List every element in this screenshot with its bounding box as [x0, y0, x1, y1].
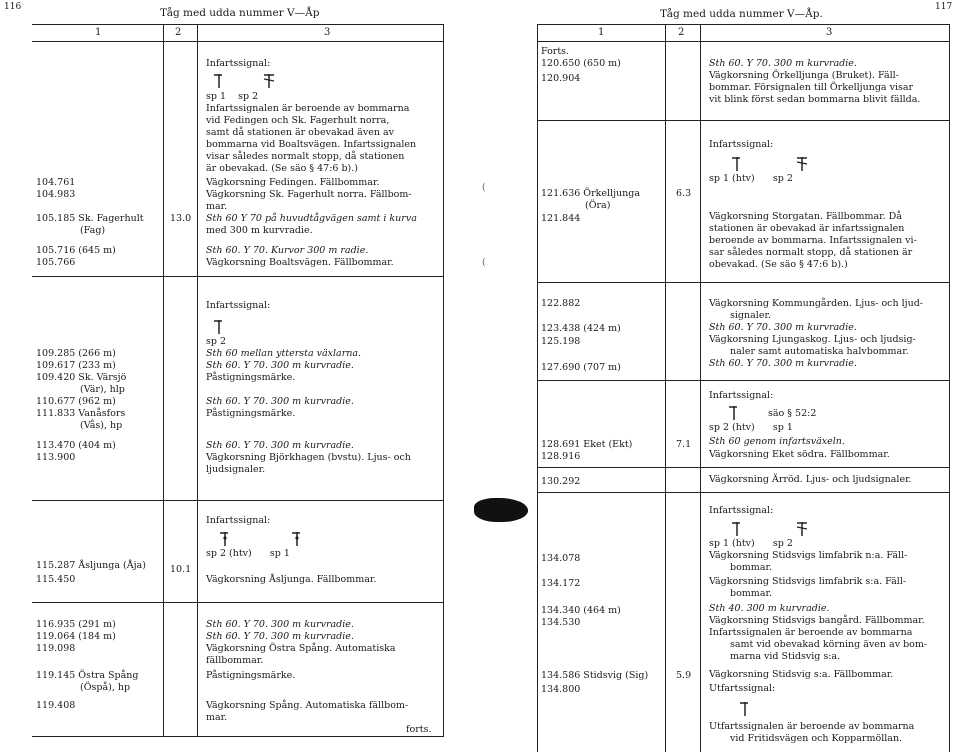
note-line: Vägkorsning Stidsvigs limfabrik s:a. Fäll-: [709, 576, 907, 587]
km-entry: 119.145 Östra Spång: [36, 670, 139, 681]
km-entry: 134.172: [541, 578, 581, 589]
km-entry: 109.285 (266 m): [36, 348, 116, 359]
km-entry: 115.450: [36, 574, 76, 585]
km-entry: 134.586 Stidsvig (Sig): [541, 670, 649, 681]
signal-track-labels: sp 2 (htv) sp 1: [709, 422, 793, 433]
note-line: bommar.: [730, 562, 772, 573]
note-line: Infartssignalen är beroende av bommarna: [206, 103, 410, 114]
right-table-right-border: [949, 24, 950, 752]
km-entry: 111.833 Vanåsfors: [36, 408, 126, 419]
entry-signal-icon: [727, 404, 741, 420]
right-col-divider-2: [700, 24, 701, 752]
left-col-header-2: 2: [175, 27, 182, 38]
rule-reference: säo § 52:2: [768, 408, 817, 419]
right-block-divider: [537, 380, 950, 381]
entry-signal-icon: [795, 155, 809, 171]
note-line: Vägkorsning Östra Spång. Automatiska: [206, 643, 396, 654]
left-col-header-1: 1: [95, 27, 102, 38]
note-line: Infartssignalen är beroende av bommarna: [709, 627, 913, 638]
km-entry: 104.983: [36, 189, 76, 200]
note-line: Sth 60. Y 70. 300 m kurvradie.: [206, 631, 354, 642]
entry-signal-icon: [730, 155, 744, 171]
note-line: marna vid Stidsvig s:a.: [730, 651, 841, 662]
left-col-divider-1: [163, 24, 164, 736]
note-line: Påstigningsmärke.: [206, 408, 296, 419]
left-table-right-border: [443, 24, 444, 736]
km-entry: 119.408: [36, 700, 76, 711]
km-entry: 128.691 Eket (Ekt): [541, 439, 633, 450]
note-line: Vägkorsning Kommungården. Ljus- och ljud-: [709, 298, 924, 309]
left-col-header-3: 3: [324, 27, 331, 38]
note-line: signaler.: [730, 310, 771, 321]
note-line: Sth 60. Y 70. 300 m kurvradie.: [206, 396, 354, 407]
left-col-divider-2: [197, 24, 198, 736]
km-entry: 105.716 (645 m): [36, 245, 116, 256]
distance-value: 6.3: [676, 188, 692, 199]
note-line: Sth 60. Y 70. 300 m kurvradie.: [206, 360, 354, 371]
km-entry: (Vär), hlp: [80, 384, 125, 395]
sig-label: Infartssignal:: [206, 300, 271, 311]
km-entry: 115.287 Åsljunga (Åja): [36, 560, 146, 571]
left-header-rule: [32, 41, 444, 42]
note-line: sar således normalt stopp, då stationen är: [709, 247, 913, 258]
right-block-divider: [537, 120, 950, 121]
note-line: Sth 40. 300 m kurvradie.: [709, 603, 830, 614]
note-line: mar.: [206, 712, 228, 723]
note-line: är obevakad. (Se säo § 47:6 b).): [206, 163, 358, 174]
distance-value: 13.0: [170, 213, 192, 224]
note-line: vid Fritidsvägen och Kopparmöllan.: [730, 733, 903, 744]
entry-signal-icon: [730, 520, 744, 536]
km-entry: 119.098: [36, 643, 76, 654]
note-line: Sth 60. Y 70. 300 m kurvradie.: [709, 322, 857, 333]
note-line: Vägkorsning Stidsvigs bangård. Fällbommar.: [709, 615, 925, 626]
note-line: bommar.: [730, 588, 772, 599]
signal-track-labels: sp 1 (htv) sp 2: [709, 538, 793, 549]
right-header-rule: [537, 41, 950, 42]
sig-label: Infartssignal:: [709, 505, 774, 516]
left-page-number: 116: [4, 2, 22, 12]
note-line: beroende av bommarna. Infartssignalen vi-: [709, 235, 917, 246]
right-col-header-3: 3: [826, 27, 833, 38]
entry-signal-icon: [212, 318, 226, 334]
sig-label: Infartssignal:: [709, 139, 774, 150]
note-line: Vägkorsning Ljungaskog. Ljus- och ljudsig-: [709, 334, 916, 345]
sig-label: Infartssignal:: [206, 515, 271, 526]
note-line: Vägkorsning Sk. Fagerhult norra. Fällbom-: [206, 189, 412, 200]
note-line: Påstigningsmärke.: [206, 670, 296, 681]
right-table-top-rule: [537, 24, 950, 25]
note-line: bommarna vid Boaltsvägen. Infartssignalen: [206, 139, 417, 150]
note-line: samt då stationen är obevakad även av: [206, 127, 394, 138]
km-entry: 119.064 (184 m): [36, 631, 116, 642]
signal-track-labels: sp 2 (htv) sp 1: [206, 548, 290, 559]
right-page-header: Tåg med udda nummer V—Åp.: [660, 8, 823, 20]
note-line: vit blink först sedan bommarna blivit fällda.: [709, 94, 921, 105]
km-entry: 134.340 (464 m): [541, 605, 621, 616]
note-line: Sth 60. Y 70. 300 m kurvradie.: [709, 58, 857, 69]
gutter-mark: (: [482, 258, 486, 268]
note-line: naler samt automatiska halvbommar.: [730, 346, 909, 357]
signal-track-labels: sp 1 sp 2: [206, 91, 259, 102]
left-table-top-rule: [32, 24, 444, 25]
note-line: Vägkorsning Fedingen. Fällbommar.: [206, 177, 380, 188]
km-entry: 127.690 (707 m): [541, 362, 621, 373]
km-entry: 105.766: [36, 257, 76, 268]
note-line: samt vid obevakad körning även av bom-: [730, 639, 928, 650]
continued-label: forts.: [406, 724, 432, 735]
entry-signal-icon: [212, 72, 226, 88]
note-line: mar.: [206, 201, 228, 212]
km-entry: 120.650 (650 m): [541, 58, 621, 69]
note-line: Vägkorsning Åsljunga. Fällbommar.: [206, 574, 377, 585]
sig-label: Infartssignal:: [206, 58, 271, 69]
km-entry: 113.470 (404 m): [36, 440, 116, 451]
distance-value: 7.1: [676, 439, 692, 450]
km-entry: 121.636 Örkelljunga: [541, 188, 641, 199]
note-line: fällbommar.: [206, 655, 264, 666]
signal-track-label: sp 2: [206, 336, 227, 347]
note-line: Sth 60 genom infartsväxeln.: [709, 436, 845, 447]
note-line: Vägkorsning Spång. Automatiska fällbom-: [206, 700, 409, 711]
entry-signal-icon: [218, 530, 232, 546]
km-entry: (Öra): [585, 200, 611, 211]
note-line: Vägkorsning Örkelljunga (Bruket). Fäll-: [709, 70, 899, 81]
right-page-number: 117: [935, 2, 953, 12]
km-entry: 134.078: [541, 553, 581, 564]
note-line: Vägkorsning Ärröd. Ljus- och ljudsignaler.: [709, 474, 912, 485]
right-col-header-2: 2: [678, 27, 685, 38]
note-line: med 300 m kurvradie.: [206, 225, 313, 236]
entry-signal-icon: [262, 72, 276, 88]
km-entry: 105.185 Sk. Fagerhult: [36, 213, 144, 224]
note-line: Utfartssignalen är beroende av bommarna: [709, 721, 915, 732]
km-entry: (Öspå), hp: [80, 682, 131, 693]
distance-value: 10.1: [170, 564, 192, 575]
km-entry: 109.420 Sk. Värsjö: [36, 372, 127, 383]
km-entry: 109.617 (233 m): [36, 360, 116, 371]
note-line: Vägkorsning Boaltsvägen. Fällbommar.: [206, 257, 394, 268]
note-line: Utfartssignal:: [709, 683, 776, 694]
left-page-header: Tåg med udda nummer V—Åp: [160, 7, 320, 19]
gutter-mark: (: [482, 183, 486, 193]
entry-signal-icon: [795, 520, 809, 536]
note-line: Sth 60 mellan yttersta växlarna.: [206, 348, 362, 359]
note-line: Sth 60. Y 70. 300 m kurvradie.: [709, 358, 857, 369]
km-entry: 110.677 (962 m): [36, 396, 116, 407]
km-entry: 121.844: [541, 213, 581, 224]
km-entry: 134.800: [541, 684, 581, 695]
note-line: Sth 60 Y 70 på huvudtågvägen samt i kurva: [206, 213, 417, 224]
km-entry: Forts.: [541, 46, 570, 57]
km-entry: 128.916: [541, 451, 581, 462]
left-block-divider: [32, 500, 444, 501]
km-entry: 120.904: [541, 73, 581, 84]
sig-label: Infartssignal:: [709, 390, 774, 401]
note-line: visar således normalt stopp, då stationen: [206, 151, 405, 162]
right-table-left-border: [537, 24, 538, 752]
note-line: stationen är obevakad är infartssignalen: [709, 223, 905, 234]
entry-signal-icon: [290, 530, 304, 546]
note-line: Sth 60. Y 70. 300 m kurvradie.: [206, 619, 354, 630]
right-col-divider-1: [665, 24, 666, 752]
km-entry: 116.935 (291 m): [36, 619, 116, 630]
km-entry: 125.198: [541, 336, 581, 347]
signal-track-labels: sp 1 (htv) sp 2: [709, 173, 793, 184]
exit-signal-icon: [738, 700, 752, 716]
right-block-divider: [537, 282, 950, 283]
note-line: Vägkorsning Storgatan. Fällbommar. Då: [709, 211, 902, 222]
km-entry: 104.761: [36, 177, 76, 188]
km-entry: (Fag): [80, 225, 106, 236]
km-entry: 122.882: [541, 298, 581, 309]
note-line: Vägkorsning Stidsvig s:a. Fällbommar.: [709, 669, 894, 680]
note-line: bommar. Försignalen till Örkelljunga visar: [709, 82, 914, 93]
note-line: Vägkorsning Eket södra. Fällbommar.: [709, 449, 890, 460]
right-block-divider: [537, 467, 950, 468]
gutter-smudge: [474, 498, 528, 522]
km-entry: 113.900: [36, 452, 76, 463]
left-block-divider: [32, 602, 444, 603]
note-line: vid Fedingen och Sk. Fagerhult norra,: [206, 115, 390, 126]
note-line: Vägkorsning Björkhagen (bvstu). Ljus- och: [206, 452, 411, 463]
note-line: obevakad. (Se säo § 47:6 b).): [709, 259, 848, 270]
note-line: Påstigningsmärke.: [206, 372, 296, 383]
distance-value: 5.9: [676, 670, 692, 681]
note-line: ljudsignaler.: [206, 464, 266, 475]
km-entry: 134.530: [541, 617, 581, 628]
left-block-divider: [32, 276, 444, 277]
note-line: Vägkorsning Stidsvigs limfabrik n:a. Fäll-: [709, 550, 908, 561]
km-entry: 130.292: [541, 476, 581, 487]
km-entry: (Vås), hp: [80, 420, 123, 431]
note-line: Sth 60. Y 70. Kurvor 300 m radie.: [206, 245, 369, 256]
note-line: Sth 60. Y 70. 300 m kurvradie.: [206, 440, 354, 451]
left-table-bottom-rule: [32, 736, 444, 737]
right-col-header-1: 1: [598, 27, 605, 38]
right-block-divider: [537, 492, 950, 493]
km-entry: 123.438 (424 m): [541, 323, 621, 334]
